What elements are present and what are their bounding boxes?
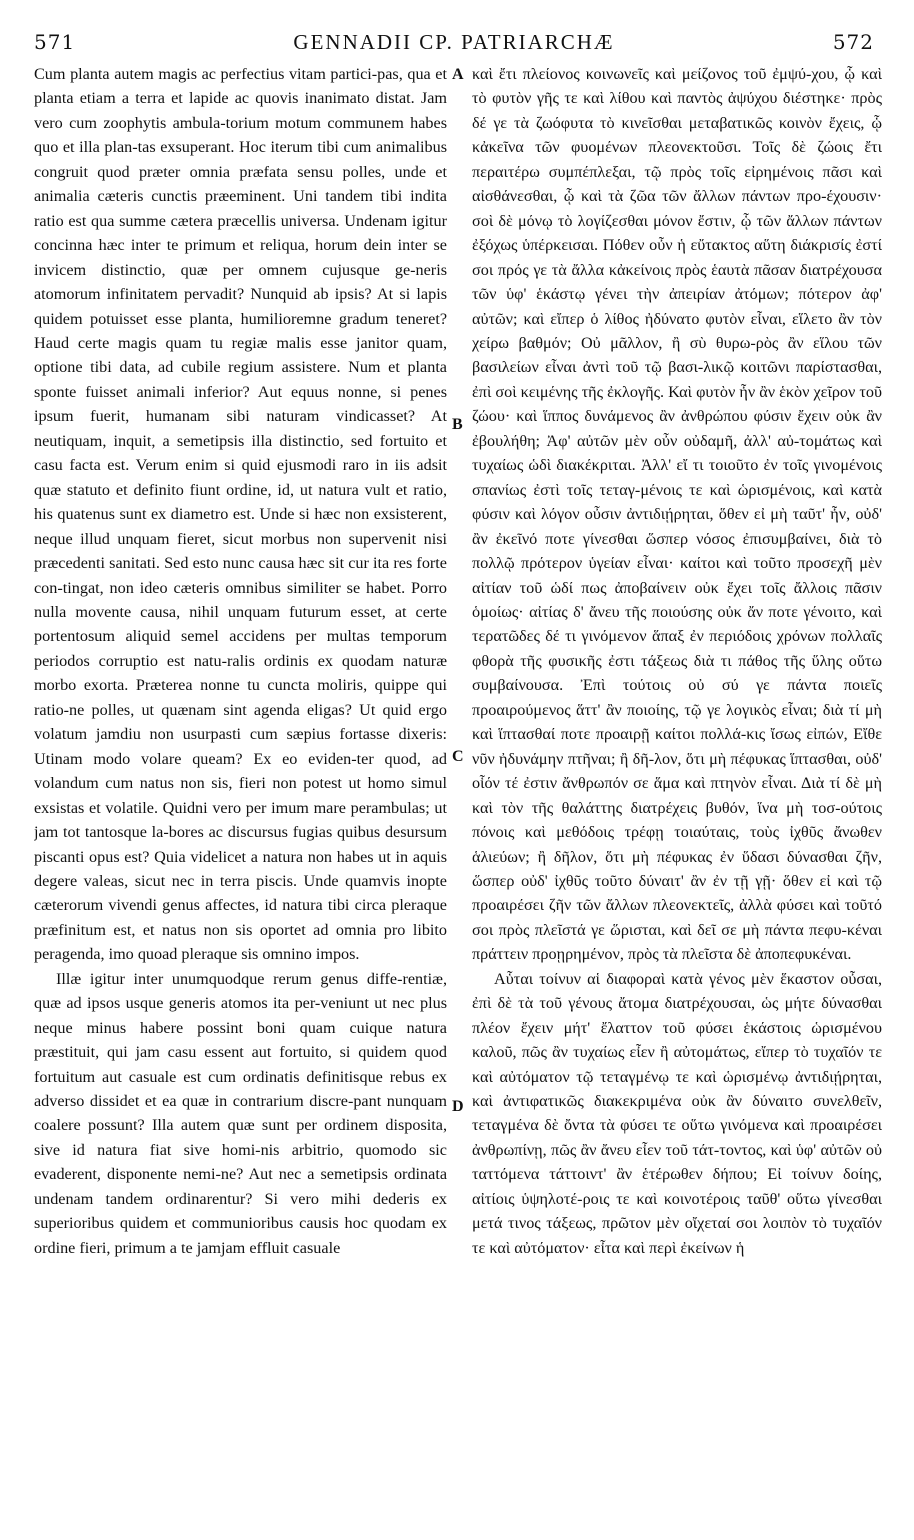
greek-column <box>472 62 882 1524</box>
greek-paragraph-1: καὶ ἔτι πλείονος κοινωνεῖς καὶ μείζονος τοῦ ἐμψύ-χου, ᾧ καὶ τὸ φυτὸν γῆς τε καὶ λίθου καὶ παντὸς ἀψύχου διέστηκε· πρὸς δέ γε τὰ ζωόφυτα τὸ κινεῖσθαι μεταβατικῶς κοινὸν ἔχεις, ᾧ κἀκεῖνα τῶν φυομένων πλεονεκτοῦσι. Τοῖς δὲ ζώοις ἔτι περαιτέρω συμπέπλεξαι, τῷ πρὸς τοῖς εἰρημένοις πᾶσι καὶ αἰσθάνεσθαι, ᾧ καὶ τὰ ζῶα τῶν ἄλλων πάντων προ-έχουσιν· σοὶ δὲ μόνῳ τὸ λογίζεσθαι μόνον ἔστιν, ᾧ τῶν ἄλλων πάντων ἐξόχως ὑπέρκεισαι. Πόθεν οὖν ἡ εὔτακτος αὕτη διάκρισίς ἐστί σοι πρός γε τὰ ἄλλα κἀκείνοις πρὸς ἑαυτὰ πᾶσαν διατρέχουσα τῶν ὑφ' ἑκάστῳ γένει τὴν ἀπειρίαν ἀτόμων; πότερον ἀφ' αὐτῶν; καὶ εἴπερ ὁ λίθος ἠδύνατο φυτὸν εἶναι, εἵλετο ἂν τὸν χείρω βαθμόν; Οὐ μᾶλλον, ἢ σὺ θυρω-ρὸς ἂν εἵλου τῶν βασιλείων εἶναι ἀντὶ τοῦ τῷ βασι-λικῷ κοιτῶνι παρίστασθαι, ἐπὶ σοὶ κειμένης τῆς ἐκλογῆς. Καὶ φυτὸν ἦν ἂν ἑκὸν χεῖρον τοῦ ζώου· καὶ ἵππος δυνάμενος ἂν ἀνθρώπου φύσιν ἔχειν οὐκ ἂν ἐβουλήθη; Ἀφ' αὐτῶν μὲν οὖν οὐδαμῆ, ἀλλ' αὐ-τομάτως καὶ τυχαίως ὡδὶ διακέκριται. Ἀλλ' εἴ τι τοιοῦτο ἐν τοῖς γινομένοις σπανίως ἐστὶ τοῖς τεταγ-μένοις τε καὶ ὡρισμένοις, καὶ κατὰ φύσιν καὶ λόγον οὖσιν ἀντιδιῄρηται, ὅθεν εἰ μὴ ταῦτ' ἦν, οὐδ' ἂν ἐκεῖνό ποτε γίνεσθαι ὥσπερ νόσος ἐπισυμβαίνει, διὰ τὸ πολλῷ πρότερον ὑγείαν εἶναι· καίτοι καὶ τοῦτο προσεχῆ μὲν αἰτίαν τοῦ ὡδί πως ἀποβαίνειν οὐκ ἔχει τοῖς ἄλλοις πᾶσιν ὁμοίως· αἰτίας δ' ἄνευ τῆς ποιούσης οὐκ ἄν ποτε γένοιτο, καὶ τερατῶδες δέ τι γινόμενον ἅπαξ ἐν περιόδοις χρόνων πολλαῖς φθορὰ τῆς φυσικῆς ἐστι τάξεως διὰ τι πάθος τῆς ὕλης οὕτω συμβαίνουσα. Ἐπὶ τούτοις οὐ σύ γε πάντα ποιεῖς προαιρούμενος ἅττ' ἂν ποιοίης, τῷ γε λογικὸς εἶναι; διὰ τί μὴ καὶ ἵπτασθαί ποτε προαιρῇ καίτοι πολλά-κις ἴσως εἰπών, Εἴθε νῦν ἠδυνάμην πτῆναι; ἢ δῆ-λον, ὅτι μὴ πέφυκας ἵπτασθαι, οὐδ' οἷόν τέ ἐστιν ἄνθρωπόν σε ἅμα καὶ πτηνὸν εἶναι. Διὰ τί δὲ μὴ καὶ τὸν τῆς θαλάττης διατρέχεις βυθόν, ἵνα μὴ τοσ-ούτοις πόνοις καὶ μεθόδοις τρέφῃ τοιαύταις, τοὺς ἰχθῦς ἄνωθεν ἁλιεύων; ἢ δῆλον, ὅτι μὴ πέφυκας ἐν ὕδασι δύνασθαι ζῆν, ὥσπερ οὐδ' ἰχθῦς τοῦτο δύναιτ' ἂν ἐν τῇ γῇ· ὅθεν εἰ καὶ τῷ προαιρέσει ζῆν τῶν ἄλλων πλεονεκτεῖς, ἀλλὰ φύσει καὶ τοῦτό σοι πρὸς πλεῖστά γε ὥρισται, καὶ δεῖ σε μὴ πάντα πεφυ-κέναι πράττειν προῃρημένον, πρὸς τὰ πλεῖστα δὲ ἀποπεφυκέναι. <box>472 65 882 964</box>
latin-paragraph-2: Illæ igitur inter unumquodque rerum genus diffe-rentiæ, quæ ad ipsos usque generis atomos ita per-veniunt ut nec plus neque minus habere possint boni quam cuique natura præstituit, qui jam casu essent aut fortuito, si quidem quod fortuitum aut casuale est cum ordinatis definitisque rebus ex adverso dissidet et ea quæ in contrarium discre-pant nunquam coalere possunt? Illa autem quæ sunt per ordinem disposita, sive id natura fiat sive homi-nis arbitrio, quomodo sic evaderent, disponente nemi-ne? Aut nec a semetipsis ordinata undenam tandem ordinarentur? Si vero mihi dederis ex superioribus quidem et communioribus causis hoc quodam ex ordine fieri, primum a te jamjam effluit casuale <box>34 969 447 1257</box>
margin-marker-a: A <box>452 66 464 83</box>
margin-marker-b: B <box>452 416 463 433</box>
page-header <box>34 30 874 64</box>
greek-paragraph-2: Αὗται τοίνυν αἱ διαφοραὶ κατὰ γένος μὲν ἕκαστον οὖσαι, ἐπὶ δὲ τὰ τοῦ γένους ἄτομα διατρέχουσαι, ὡς μήτε δύνασθαι πλέον ἔχειν μήτ' ἔλαττον τοῦ φύσει ἑκάστοις ὡρισμένου καλοῦ, πῶς ἂν τυχαίως εἶεν ἢ αὐτομάτως, εἴπερ τὸ τυχαῖόν τε καὶ αὐτόματον τῷ τεταγμένῳ τε καὶ ὡρισμένῳ ἀντιδιῄρηται, καὶ ἀντιφατικῶς διακεκριμένα οὐκ ἂν δύναιτο συνελθεῖν, τεταγμένα δὲ ὄντα τὰ φύσει τε οὕτω γινόμενα καὶ προαιρέσει ἀνθρωπίνῃ, πῶς ἂν ἄνευ εἶεν τοῦ τάτ-τοντος, καὶ ὑφ' αὐτῶν οὐ ταττόμενα τάττοιντ' ἂν ἑτέρωθεν δήπου; Εἰ τοίνυν δοίης, αἰτίοις ὑψηλοτέ-ροις τε καὶ κοινοτέροις ταῦθ' οὕτω γίνεσθαι μετά τινος τάξεως, πρῶτον μὲν οἴχεταί σοι λοιπὸν τὸ τυχαῖόν τε καὶ αὐτόματον· εἶτα καὶ περὶ ἐκείνων ἡ <box>472 969 882 1257</box>
latin-paragraph-1: Cum planta autem magis ac perfectius vitam partici-pas, qua et planta etiam a terra et lapide ac quovis inanimato distat. Jam vero cum zoophytis ambula-torium motum communem habes quo et illa plan-tas exsuperant. Hoc iterum tibi cum animalibus congruit quod præter omnia præfata sensu polles, unde et animalia cæteris cunctis præeminent. Uni tandem tibi indita ratio est qua summe cætera præcellis universa. Undenam igitur concinna hæc inter te primum et reliqua, horum dein inter se invicem distinctio, quæ per omnem cujusque ge-neris atomorum infinitatem pervadit? Nunquid ab ipsis? At si lapis quidem potuisset esse planta, humilioremne gradum teneret? Haud certe magis quam tu regiæ malis esse janitor quam, optione tibi data, ad cubile regium assistere. Num et planta sponte fuisset animali inferior? Aut equus nonne, si penes ipsum fuerit, humanam sibi naturam vindicasset? At neutiquam, inquit, a semetipsis illa distinctio, sed fortuito et casu facta est. Verum enim si quid ejusmodi raro in iis adsit quæ statuto et definito fiunt ordine, id, ut natura vult et ratio, his quatenus sunt ex diametro est. Unde si hæc non exsisterent, neque illud unquam fieret, sicut morbus non supervenit nisi præcedenti sanitati. Sed esto nunc causa hæc sit cur ita res forte con-tingat, non ideo cæteris omnibus similiter se habet. Porro nulla movente causa, nihil unquam futurum esset, at certe portentosum aliquid semel accidens per multas temporum periodos corruptio est natu-ralis ordinis ex quodam naturæ morbo exorta. Præterea nonne tu cuncta moliris, quippe qui ratio-ne polles, ut quænam sint agenda eligas? Ut quid ergo volatum jamdiu non usurpasti cum sæpius fortasse dixeris: Utinam modo volare queam? Ex eo eviden-ter quod, ad volandum cum natus non sis, fieri non potest ut homo simul exsistas et volatile. Quidni vero per imum mare perambulas; ut jam tot tantosque la-bores ac discursus fugias quibus desursum piscanti opus est? Quia videlicet a natura non habes ut in aquis degere valeas, sicut nec in terra piscis. Unde quamvis inopte cæterorum vivendi genus affectes, id natura tibi circa pleraque præfinitum est, et natus non sis oportet ad omnia pro libito peragenda, imo quoad pleraque sis omnino impos. <box>34 65 447 964</box>
latin-column <box>34 62 447 1524</box>
page-number-left: 571 <box>34 30 76 54</box>
margin-marker-d: D <box>452 1098 464 1115</box>
margin-marker-c: C <box>452 748 464 765</box>
page-number-right: 572 <box>832 30 874 54</box>
running-title: GENNADII CP. PATRIARCHÆ <box>293 30 615 54</box>
